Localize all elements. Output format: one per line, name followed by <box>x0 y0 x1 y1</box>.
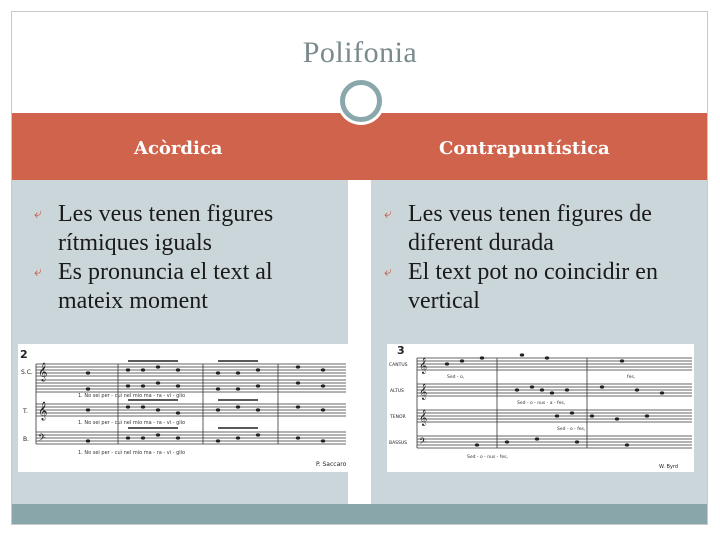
voice-label: BASSUS <box>389 441 408 446</box>
voice-label: CANTUS <box>389 363 408 368</box>
svg-text:Sed - o,: Sed - o, <box>447 375 465 380</box>
svg-text:𝄞: 𝄞 <box>419 410 428 426</box>
curved-arrow-bullet-icon: ⤶ <box>384 207 392 222</box>
right-bullet-list <box>384 200 694 316</box>
right-score-image <box>387 344 694 472</box>
svg-text:𝄞: 𝄞 <box>419 384 428 400</box>
curved-arrow-bullet-icon: ⤶ <box>384 265 392 280</box>
svg-text:Sed - o - nus - fes,: Sed - o - nus - fes, <box>467 455 508 460</box>
slide-title: Polifonia <box>302 36 418 69</box>
list-item: ⤶ Es pronuncia el text al mateix moment <box>34 259 273 314</box>
svg-text:1. No sei per - cuì nel mi: 1. No sei per - cuì nel mio ma - ra - vi - glio <box>78 393 186 399</box>
right-column-heading: Contrapuntística <box>439 138 610 159</box>
score-caption: P. Saccaro <box>316 461 347 468</box>
score-number: 3 <box>397 344 405 357</box>
ring-icon <box>340 80 382 122</box>
svg-text:Sed - o - nus - a - fes,: Sed - o - nus - a - fes, <box>517 401 566 406</box>
svg-text:𝄞: 𝄞 <box>38 362 48 381</box>
left-score-image <box>18 344 348 472</box>
voice-label: ALTUS <box>390 389 404 394</box>
svg-text:1. No sei per - cuì nel mi: 1. No sei per - cuì nel mio ma - ra - vi - glio <box>78 450 186 456</box>
left-bullet-list <box>34 200 334 316</box>
homophonic-score-drawing <box>18 344 348 472</box>
score-number: 2 <box>20 348 28 361</box>
svg-text:1. No sei per - cuì nel mi: 1. No sei per - cuì nel mio ma - ra - vi - glio <box>78 420 186 426</box>
svg-text:𝄢: 𝄢 <box>419 436 427 449</box>
curved-arrow-bullet-icon: ⤶ <box>34 265 42 280</box>
voice-label: S.C. <box>21 369 33 376</box>
svg-text:𝄞: 𝄞 <box>419 358 428 374</box>
svg-text:𝄞: 𝄞 <box>38 401 48 420</box>
score-caption: W. Byrd <box>659 464 679 470</box>
voice-label: TENOR <box>390 415 406 420</box>
svg-text:Sed - o - fes,: Sed - o - fes, <box>557 427 586 432</box>
svg-text:fes,: fes, <box>627 375 636 380</box>
curved-arrow-bullet-icon: ⤶ <box>34 207 42 222</box>
polyphonic-score-drawing <box>387 344 694 472</box>
voice-label: T. <box>23 408 28 415</box>
svg-text:𝄢: 𝄢 <box>38 432 46 446</box>
list-item: ⤶ Les veus tenen figures de diferent durada <box>384 201 652 256</box>
voice-label: B. <box>23 436 30 443</box>
bottom-bar <box>12 504 707 524</box>
list-item: ⤶ El text pot no coincidir en vertical <box>384 259 658 314</box>
left-column-heading: Acòrdica <box>134 138 223 159</box>
list-item: ⤶ Les veus tenen figures rítmiques iguals <box>34 201 274 256</box>
